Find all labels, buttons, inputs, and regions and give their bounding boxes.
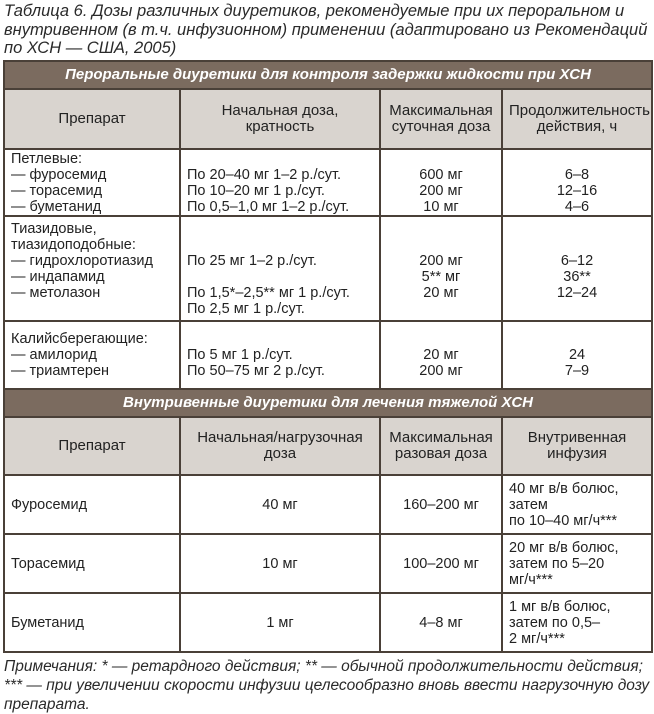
dose-cell — [180, 216, 380, 321]
drug-name: — триамтерен — [11, 363, 110, 379]
infusion-text: 20 мг в/в болюс, — [509, 539, 619, 556]
dose-value: По 1,5*–2,5** мг 1 р./сут. — [187, 284, 350, 301]
max-cell — [380, 149, 502, 216]
duration-cell — [502, 321, 652, 389]
dose-value: По 25 мг 1–2 р./сут. — [187, 252, 317, 269]
max-cell: 160–200 мг — [380, 475, 502, 534]
table-notes: Примечания: * — ретардного действия; ** — обычной продолжительности действия; *** — при увеличении скорости инфузии целесообразно вновь ввести нагрузочную дозу препарата. — [4, 658, 650, 713]
drug-cell — [4, 321, 180, 389]
max-value: 600 мг — [419, 166, 463, 183]
dose-cell — [180, 321, 380, 389]
max-value: 20 мг — [423, 347, 459, 363]
table-row — [4, 475, 652, 534]
column-header: Препарат — [4, 417, 180, 475]
duration-value: 6–8 — [564, 166, 590, 183]
column-header: Максимальная разовая доза — [380, 417, 502, 475]
infusion-text: по 10–40 мг/ч*** — [509, 512, 618, 529]
duration-value: 24 — [568, 347, 586, 363]
duration-value: 12–24 — [556, 284, 598, 301]
drug-cell: Торасемид — [4, 534, 180, 593]
duration-value: 36** — [563, 268, 591, 285]
max-cell — [380, 216, 502, 321]
column-header: Начальная/нагрузочная доза — [180, 417, 380, 475]
column-header: Продолжительность действия, ч — [502, 89, 652, 149]
infusion-cell — [502, 593, 652, 652]
drug-name: — буметанид — [11, 198, 102, 215]
max-cell: 4–8 мг — [380, 593, 502, 652]
drug-cell: Буметанид — [4, 593, 180, 652]
diuretics-table — [3, 60, 653, 653]
dose-value: По 0,5–1,0 мг 1–2 р./сут. — [187, 198, 350, 215]
group-label: Петлевые: — [11, 150, 83, 167]
column-header: Начальная доза, кратность — [180, 89, 380, 149]
table-caption: Таблица 6. Дозы различных диуретиков, рекомендуемые при их пероральном и внутривенном (в т.ч. инфузионном) применении (адаптировано из Рекомендаций по ХСН — США, 2005) — [4, 2, 648, 57]
dose-cell: 1 мг — [180, 593, 380, 652]
infusion-text: затем — [509, 496, 548, 513]
dose-cell — [180, 149, 380, 216]
max-value: 200 мг — [419, 252, 463, 269]
drug-cell: Фуросемид — [4, 475, 180, 534]
table-row — [4, 534, 652, 593]
max-value: 5** мг — [421, 268, 461, 285]
column-header: Внутривенная инфузия — [502, 417, 652, 475]
oral-section-header: Пероральные диуретики для контроля задержки жидкости при ХСН — [4, 61, 652, 89]
drug-name: — индапамид — [11, 268, 105, 285]
duration-value: 12–16 — [556, 182, 598, 199]
table-row — [4, 216, 652, 321]
table-row — [4, 149, 652, 216]
drug-name: — торасемид — [11, 182, 103, 199]
max-cell: 100–200 мг — [380, 534, 502, 593]
max-value: 200 мг — [419, 182, 463, 199]
dose-cell: 40 мг — [180, 475, 380, 534]
drug-name: — амилорид — [11, 347, 97, 363]
duration-value: 7–9 — [564, 363, 590, 379]
duration-cell — [502, 216, 652, 321]
duration-cell — [502, 149, 652, 216]
dose-value: По 50–75 мг 2 р./сут. — [187, 363, 325, 379]
infusion-text: 2 мг/ч*** — [509, 630, 565, 647]
dose-value: По 20–40 мг 1–2 р./сут. — [187, 166, 342, 183]
infusion-cell — [502, 475, 652, 534]
column-header: Препарат — [4, 89, 180, 149]
infusion-text: мг/ч*** — [509, 571, 553, 588]
drug-cell — [4, 149, 180, 216]
duration-value: 6–12 — [560, 252, 594, 269]
drug-name: — гидрохлоротиазид — [11, 252, 153, 269]
infusion-text: затем по 5–20 — [509, 555, 605, 572]
dose-value: По 2,5 мг 1 р./сут. — [187, 300, 305, 317]
dose-value: По 5 мг 1 р./сут. — [187, 347, 293, 363]
max-cell — [380, 321, 502, 389]
max-value: 20 мг — [423, 284, 459, 301]
group-label: Калийсберегающие: — [11, 331, 148, 347]
drug-cell — [4, 216, 180, 321]
drug-name: — метолазон — [11, 284, 101, 301]
column-header: Максимальная суточная доза — [380, 89, 502, 149]
table-row — [4, 321, 652, 389]
duration-value: 4–6 — [564, 198, 590, 215]
dose-cell: 10 мг — [180, 534, 380, 593]
max-value: 10 мг — [423, 198, 459, 215]
table-row — [4, 593, 652, 652]
infusion-text: 40 мг в/в болюс, — [509, 480, 619, 497]
drug-name: — фуросемид — [11, 166, 107, 183]
iv-section-header: Внутривенные диуретики для лечения тяжелой ХСН — [4, 389, 652, 417]
infusion-text: затем по 0,5– — [509, 614, 601, 631]
max-value: 200 мг — [419, 363, 463, 379]
group-label: Тиазидовые, тиазидоподобные: — [11, 220, 136, 253]
infusion-cell — [502, 534, 652, 593]
infusion-text: 1 мг в/в болюс, — [509, 598, 611, 615]
dose-value: По 10–20 мг 1 р./сут. — [187, 182, 325, 199]
